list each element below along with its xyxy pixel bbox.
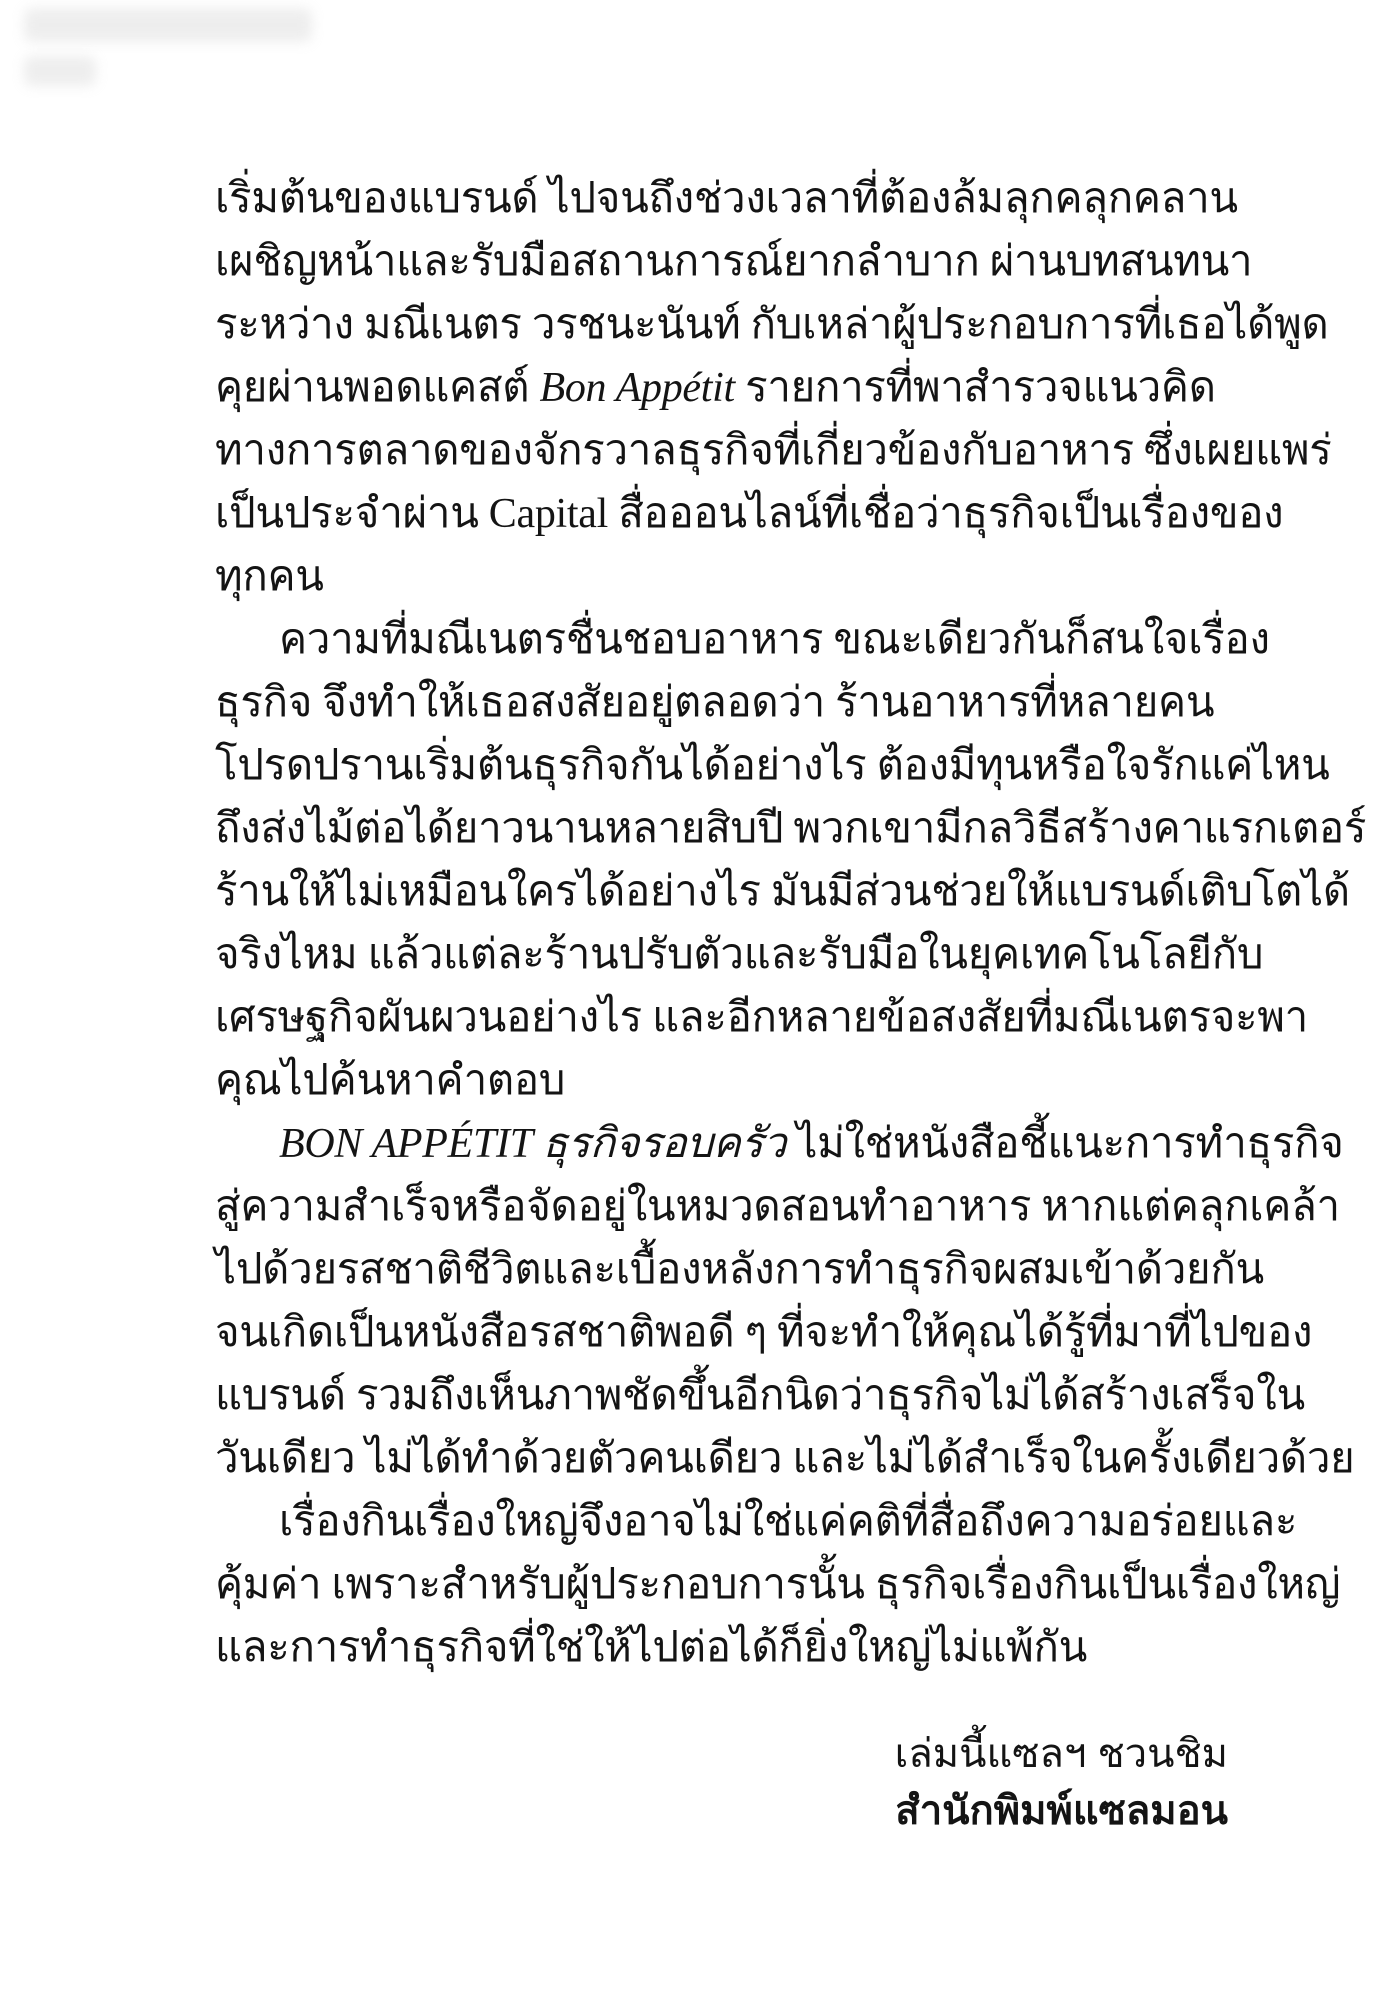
text-line: [215, 357, 1216, 420]
text-segment: เริ่มต้นของแบรนด์ ไปจนถึงช่วงเวลาที่ต้องล้มลุกคลุกคลาน: [215, 176, 1238, 222]
text-segment: คุยผ่านพอดแคสต์: [215, 365, 540, 411]
text-line: [215, 672, 1215, 735]
text-segment: และการทำธุรกิจที่ใช่ให้ไปต่อได้ก็ยิ่งใหญ่ไม่แพ้กัน: [215, 1625, 1088, 1671]
body-text: [215, 168, 1367, 1680]
text-line: [215, 798, 1367, 861]
text-segment: แบรนด์ รวมถึงเห็นภาพชัดขึ้นอีกนิดว่าธุรกิจไม่ได้สร้างเสร็จใน: [215, 1373, 1305, 1419]
text-segment: โปรดปรานเริ่มต้นธุรกิจกันได้อย่างไร ต้องมีทุนหรือใจรักแค่ไหน: [215, 743, 1330, 789]
text-line: [215, 1428, 1355, 1491]
text-line: [215, 924, 1264, 987]
text-segment: เศรษฐกิจผันผวนอย่างไร และอีกหลายข้อสงสัยที่มณีเนตรจะพา: [215, 995, 1308, 1041]
text-line: [215, 420, 1332, 483]
text-line: [215, 168, 1238, 231]
text-segment: ธุรกิจ จึงทำให้เธอสงสัยอยู่ตลอดว่า ร้านอาหารที่หลายคน: [215, 680, 1215, 726]
text-segment: ทางการตลาดของจักรวาลธุรกิจที่เกี่ยวข้องกับอาหาร ซึ่งเผยแพร่: [215, 428, 1332, 474]
closing-credit: เล่มนี้แซลฯ ชวนชิม: [894, 1732, 1228, 1776]
scan-artifact: [24, 8, 312, 42]
text-segment: ถึงส่งไม้ต่อได้ยาวนานหลายสิบปี พวกเขามีกลวิธีสร้างคาแรกเตอร์: [215, 806, 1367, 852]
text-line: [215, 987, 1308, 1050]
text-segment: ร้านให้ไม่เหมือนใครได้อย่างไร มันมีส่วนช่วยให้แบรนด์เติบโตได้: [215, 869, 1350, 915]
text-segment: สู่ความสำเร็จหรือจัดอยู่ในหมวดสอนทำอาหาร หากแต่คลุกเคล้า: [215, 1184, 1340, 1230]
text-line: [215, 294, 1329, 357]
text-line: [215, 1617, 1193, 1680]
scan-artifact: [24, 56, 96, 86]
text-line: [215, 1050, 1193, 1113]
text-segment: คุณไปค้นหาคำตอบ: [215, 1058, 566, 1104]
text-line: [215, 483, 1284, 546]
text-line: [215, 231, 1253, 294]
text-line: [215, 609, 1270, 672]
text-segment: รายการที่พาสำรวจแนวคิด: [734, 365, 1216, 411]
text-line: [215, 1176, 1340, 1239]
text-line: [215, 1113, 1344, 1176]
italic-text-segment: BON APPÉTIT ธุรกิจรอบครัว: [279, 1121, 787, 1167]
text-line: [215, 1365, 1305, 1428]
text-line: [215, 1302, 1313, 1365]
text-segment: เรื่องกินเรื่องใหญ่จึงอาจไม่ใช่แค่คติที่สื่อถึงความอร่อยและ: [279, 1499, 1298, 1545]
text-line: [215, 1491, 1298, 1554]
text-segment: เผชิญหน้าและรับมือสถานการณ์ยากลำบาก ผ่านบทสนทนา: [215, 239, 1253, 285]
text-segment: ระหว่าง มณีเนตร วรชนะนันท์ กับเหล่าผู้ประกอบการที่เธอได้พูด: [215, 302, 1329, 348]
text-line: [215, 735, 1330, 798]
text-segment: วันเดียว ไม่ได้ทำด้วยตัวคนเดียว และไม่ได้สำเร็จในครั้งเดียวด้วย: [215, 1436, 1355, 1482]
text-segment: ความที่มณีเนตรชื่นชอบอาหาร ขณะเดียวกันก็สนใจเรื่อง: [279, 617, 1270, 663]
text-segment: จริงไหม แล้วแต่ละร้านปรับตัวและรับมือในยุคเทคโนโลยีกับ: [215, 932, 1264, 978]
closing-block: [895, 1726, 1228, 1840]
text-line: [215, 1554, 1341, 1617]
text-segment: ไม่ใช่หนังสือชี้แนะการทำธุรกิจ: [786, 1121, 1344, 1167]
italic-text-segment: Bon Appétit: [539, 365, 735, 411]
text-segment: ทุกคน: [215, 554, 324, 600]
text-line: [215, 861, 1350, 924]
text-line: [215, 546, 1193, 609]
text-segment: คุ้มค่า เพราะสำหรับผู้ประกอบการนั้น ธุรกิจเรื่องกินเป็นเรื่องใหญ่: [215, 1562, 1341, 1608]
text-line: [215, 1239, 1264, 1302]
text-segment: จนเกิดเป็นหนังสือรสชาติพอดี ๆ ที่จะทำให้คุณได้รู้ที่มาที่ไปของ: [215, 1310, 1313, 1356]
text-segment: ไปด้วยรสชาติชีวิตและเบื้องหลังการทำธุรกิจผสมเข้าด้วยกัน: [215, 1247, 1264, 1293]
publisher-name: สำนักพิมพ์แซลมอน: [895, 1789, 1228, 1833]
text-segment: เป็นประจำผ่าน Capital สื่อออนไลน์ที่เชื่อว่าธุรกิจเป็นเรื่องของ: [215, 491, 1284, 537]
